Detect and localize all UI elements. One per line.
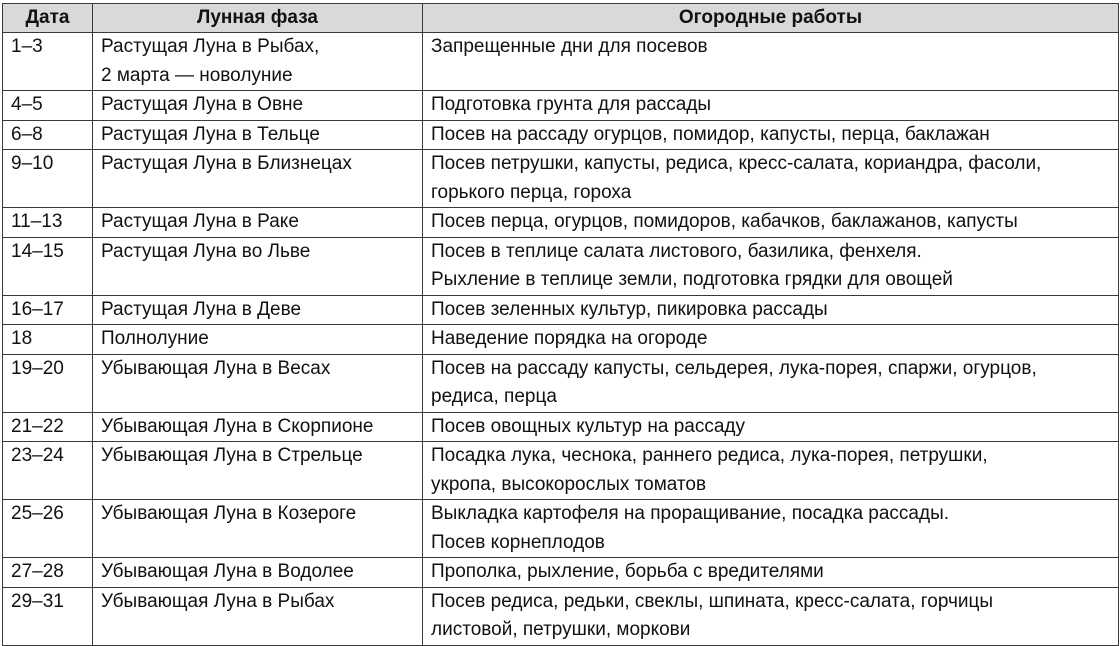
table-row [3,208,1119,238]
table-row [3,500,1119,558]
date-cell: 19–20 [3,354,93,412]
moon-phase-cell [93,237,423,295]
garden-work-cell [423,500,1119,558]
moon-phase-text: Убывающая Луна в Рыбах [101,590,335,612]
moon-phase-text: Растущая Луна в Деве [101,298,302,320]
garden-work-cell [423,325,1119,355]
garden-work-cell [423,120,1119,150]
garden-work-text: Посев редиса, редьки, свеклы, шпината, кресс-салата, горчицы [431,590,994,612]
garden-work-text: Посев корнеплодов [431,531,605,553]
garden-work-text: Выкладка картофеля на проращивание, посадка рассады. [431,503,950,524]
table-row [3,91,1119,121]
moon-phase-text: Убывающая Луна в Водолее [101,561,354,582]
table-header-row [3,4,1119,33]
moon-phase-cell [93,587,423,645]
moon-phase-text: Растущая Луна во Льве [101,240,311,262]
moon-phase-text: Убывающая Луна в Козероге [101,503,357,524]
date-cell: 1–3 [3,33,93,91]
garden-work-text: Запрещенные дни для посевов [431,36,708,57]
date-cell: 27–28 [3,558,93,588]
garden-work-text: Подготовка грунта для рассады [431,94,712,115]
garden-work-text: Прополка, рыхление, борьба с вредителями [431,561,824,582]
garden-work-text: Посев в теплице салата листового, базилика, фенхеля. [431,240,922,262]
garden-work-text: Рыхление в теплице земли, подготовка грядки для овощей [431,269,953,290]
table-row [3,412,1119,442]
moon-phase-cell [93,208,423,238]
garden-work-text: Посев петрушки, капусты, редиса, кресс-салата, кориандра, фасоли, [431,153,1042,174]
date-cell: 4–5 [3,91,93,121]
moon-phase-cell [93,412,423,442]
header-moon-phase: Лунная фаза [93,4,423,33]
garden-work-cell [423,354,1119,412]
table-row [3,558,1119,588]
moon-phase-cell [93,558,423,588]
table-row [3,237,1119,295]
header-date: Дата [3,4,93,33]
garden-work-cell [423,442,1119,500]
moon-phase-cell [93,91,423,121]
moon-phase-text: Растущая Луна в Рыбах, [101,36,320,57]
garden-work-text: Посев на рассаду капусты, сельдерея, лука-порея, спаржи, огурцов, [431,357,1037,379]
date-cell: 21–22 [3,412,93,442]
garden-work-cell [423,91,1119,121]
date-cell: 14–15 [3,237,93,295]
garden-work-text: горького перца, гороха [431,181,632,203]
garden-work-cell [423,558,1119,588]
moon-phase-text: Растущая Луна в Овне [101,94,304,115]
moon-phase-cell [93,325,423,355]
garden-work-cell [423,587,1119,645]
date-cell: 25–26 [3,500,93,558]
moon-phase-cell [93,500,423,558]
table-row [3,150,1119,208]
date-cell: 11–13 [3,208,93,238]
moon-phase-cell [93,33,423,91]
garden-work-cell [423,237,1119,295]
moon-phase-cell [93,295,423,325]
moon-phase-text: Растущая Луна в Тельце [101,123,320,145]
moon-phase-cell [93,120,423,150]
moon-phase-text: Полнолуние [101,328,209,349]
moon-phase-cell [93,150,423,208]
table-row [3,295,1119,325]
garden-work-text: Посадка лука, чеснока, раннего редиса, лука-порея, петрушки, [431,445,988,466]
date-cell: 23–24 [3,442,93,500]
moon-phase-text: Растущая Луна в Раке [101,211,299,232]
garden-work-text: редиса, перца [431,386,557,407]
garden-work-cell [423,412,1119,442]
garden-work-cell [423,295,1119,325]
table-row [3,354,1119,412]
garden-work-text: Наведение порядка на огороде [431,328,708,349]
table-row [3,33,1119,91]
moon-phase-text: 2 марта — новолуние [101,64,293,86]
moon-phase-text: Растущая Луна в Близнецах [101,153,352,174]
garden-work-text: Посев на рассаду огурцов, помидор, капусты, перца, баклажан [431,123,990,145]
moon-phase-cell [93,442,423,500]
moon-phase-text: Убывающая Луна в Скорпионе [101,415,374,437]
date-cell: 6–8 [3,120,93,150]
date-cell: 9–10 [3,150,93,208]
date-cell: 18 [3,325,93,355]
garden-work-text: Посев зеленных культур, пикировка рассады [431,298,828,320]
date-cell: 29–31 [3,587,93,645]
header-garden-work: Огородные работы [423,4,1119,33]
garden-work-text: укропа, высокорослых томатов [431,473,707,495]
table-row [3,587,1119,645]
moon-phase-cell [93,354,423,412]
garden-work-cell [423,33,1119,91]
table-row [3,120,1119,150]
garden-work-text: листовой, петрушки, моркови [431,619,691,640]
date-cell: 16–17 [3,295,93,325]
garden-work-text: Посев овощных культур на рассаду [431,415,746,437]
moon-phase-text: Убывающая Луна в Стрельце [101,445,363,466]
garden-work-cell [423,208,1119,238]
table-row [3,442,1119,500]
moon-phase-text: Убывающая Луна в Весах [101,357,331,379]
lunar-calendar-table [2,3,1119,646]
garden-work-text: Посев перца, огурцов, помидоров, кабачков, баклажанов, капусты [431,211,1018,232]
table-row [3,325,1119,355]
garden-work-cell [423,150,1119,208]
